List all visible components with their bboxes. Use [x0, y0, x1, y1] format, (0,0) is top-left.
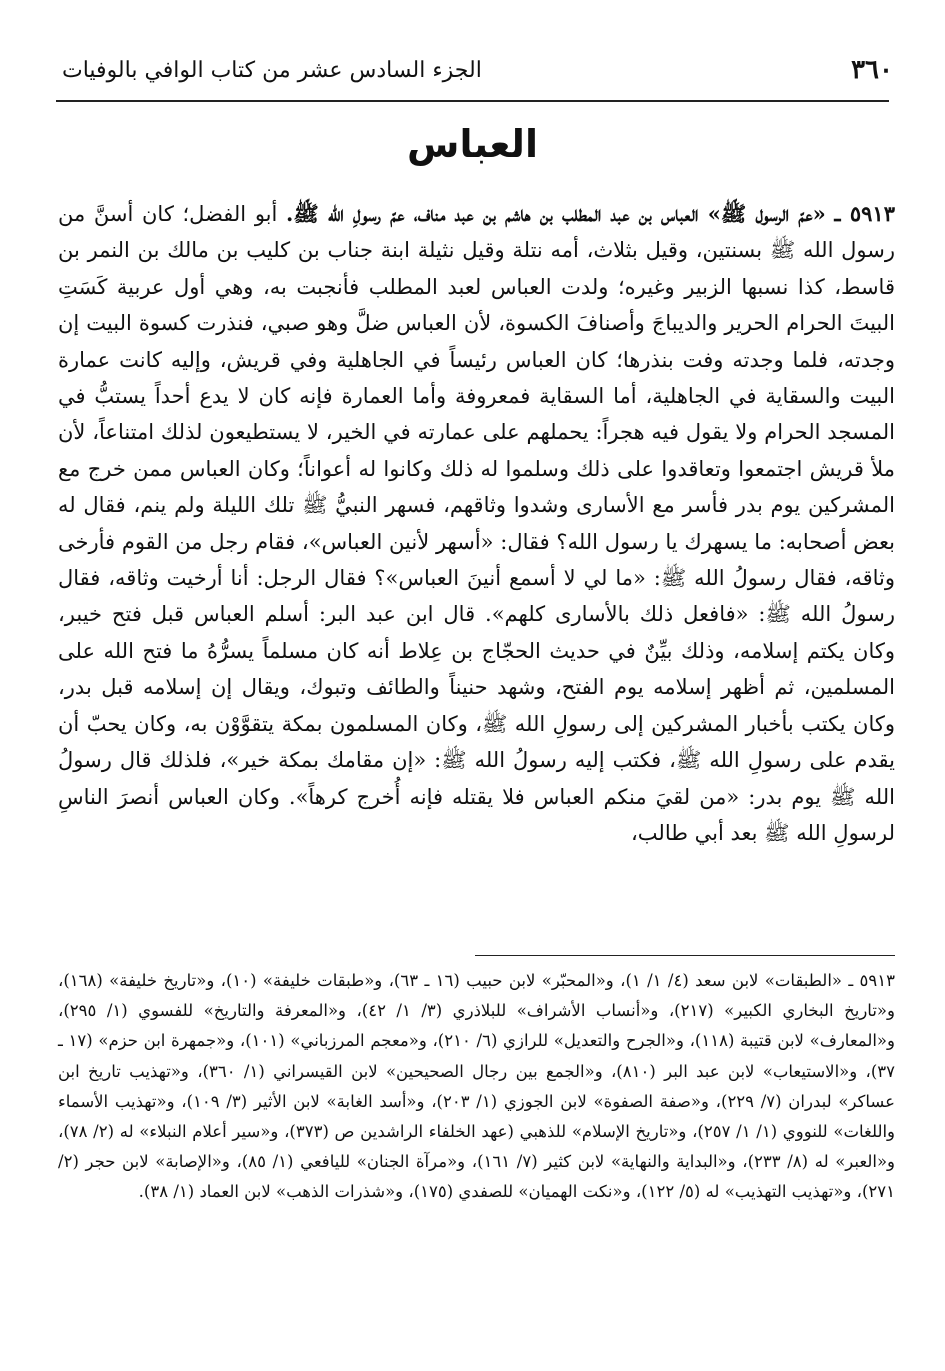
running-header — [62, 48, 893, 92]
footnote-divider — [475, 955, 895, 956]
page-number: ٣٦٠ — [851, 55, 893, 85]
footnotes — [58, 966, 895, 1208]
entry-number: ٥٩١٣ ـ — [834, 201, 895, 226]
entry-text: أبو الفضل؛ كان أسنَّ من رسول الله ﷺ بسنتين، وقيل بثلاث، أمه نتلة وقيل نثيلة ابنة جناب بن كليب بن مالك بن النمر بن قاسط، كذا نسبها الزبير وغيره؛ ولدت العباس لعبد المطلب فأنجبت به، وهي أول عربية كَسَتِ البيتَ الحرام الحرير والديباجَ وأصنافَ الكسوة، لأن العباس ضلَّ وهو صبي، فنذرت كسوة البيت إن وجدته، فلما وجدته وفت بنذرها؛ كان العباس رئيساً في الجاهلية وفي قريش، وإليه كانت عمارة البيت والسقاية في الجاهلية، أما السقاية فمعروفة وأما العمارة فإنه كان لا يدع أحداً يستبُّ في المسجد الحرام ولا يقول فيه هجراً: يحملهم على عمارته في الخير، لا يستطيعون لذلك امتناعاً، لأن ملأ قريش اجتمعوا وتعاقدوا على ذلك وسلموا له ذلك وكانوا له أعواناً؛ وكان العباس ممن خرج مع المشركين يوم بدر فأسر مع الأسارى وشدوا وثاقهم، فسهر النبيُّ ﷺ تلك الليلة ولم ينم، فقال له بعض أصحابه: ما يسهرك يا رسول الله؟ فقال: «أسهر لأنين العباس»، فقام رجل من القوم فأرخى وثاقه، فقال رسولُ الله ﷺ: «ما لي لا أسمع أنينَ العباس»؟ فقال الرجل: أنا أرخيت وثاقه، فقال رسولُ الله ﷺ: «فافعل ذلك بالأسارى كلهم». قال ابن عبد البر: أسلم العباس قبل فتح خيبر، وكان يكتم إسلامه، وذلك بيِّنٌ في حديث الحجّاج بن عِلاط أنه كان مسلماً يسرُّهُ ما فتح الله على المسلمين، ثم أظهر إسلامه يوم الفتح، وشهد حنيناً والطائف وتبوك، ويقال إن إسلامه قبل بدر، وكان يكتب بأخبار المشركين إلى رسولِ الله ﷺ، وكان المسلمون بمكة يتقوَّوْن به، وكان يحبّ أن يقدم على رسولِ الله ﷺ، فكتب إليه رسولُ الله ﷺ: «إن مقامك بمكة خير»، فلذلك قال رسولُ الله ﷺ يوم بدر: «من لقيَ منكم العباس فلا يقتله فإنه أُخرج كرهاً». وكان العباس أنصرَ الناسِ لرسولِ الله ﷺ بعد أبي طالب، — [58, 202, 895, 845]
book-title: الجزء السادس عشر من كتاب الوافي بالوفيات — [62, 57, 482, 83]
entry-heading: العباس — [407, 122, 538, 166]
footnote-number: ٥٩١٣ ـ — [848, 971, 895, 990]
entry-paragraph — [58, 196, 895, 851]
entry-lead: «عمّ الرسول ﷺ» العباس بن عبد المطلب بن هاشم بن عبد مناف، عمّ رسولِ الله ﷺ. — [286, 201, 826, 226]
footnote — [58, 966, 895, 1208]
header-divider — [56, 100, 889, 102]
footnote-text: «الطبقات» لابن سعد (٤/ ١/ ١)، و«المحبّر» لابن حبيب (١٦ ـ ٦٣)، و«طبقات خليفة» (١٠)، و«تاريخ خليفة» (١٦٨)، و«تاريخ البخاري الكبير» (٢١٧)، و«أنساب الأشراف» للبلاذري (٣/ ١/ ٤٢)، و«المعرفة والتاريخ» للفسوي (١/ ٢٩٥)، و«المعارف» لابن قتيبة (١١٨)، و«الجرح والتعديل» للرازي (٦/ ٢١٠)، و«معجم المرزباني» (١٠١)، و«جمهرة ابن حزم» (١٧ ـ ٣٧)، و«الاستيعاب» لابن عبد البر (٨١٠)، و«الجمع بين رجال الصحيحين» لابن القيسراني (١/ ٣٦٠)، و«تهذيب تاريخ ابن عساكر» لبدران (٧/ ٢٢٩)، و«صفة الصفوة» لابن الجوزي (١/ ٢٠٣)، و«أسد الغابة» لابن الأثير (٣/ ١٠٩)، و«تهذيب الأسماء واللغات» للنووي (١/ ١/ ٢٥٧)، و«تاريخ الإسلام» للذهبي (عهد الخلفاء الراشدين ص (٣٧٣)، و«سير أعلام النبلاء» له (٢/ ٧٨)، و«العبر» له (٨/ ٢٣٣)، و«البداية والنهاية» لابن كثير (٧/ ١٦١)، و«مرآة الجنان» لليافعي (١/ ٨٥)، و«الإصابة» لابن حجر (٢/ ٢٧١)، و«تهذيب التهذيب» له (٥/ ١٢٢)، و«نكت الهميان» للصفدي (١٧٥)، و«شذرات الذهب» لابن العماد (١/ ٣٨). — [58, 971, 896, 1202]
entry-body — [58, 196, 895, 851]
